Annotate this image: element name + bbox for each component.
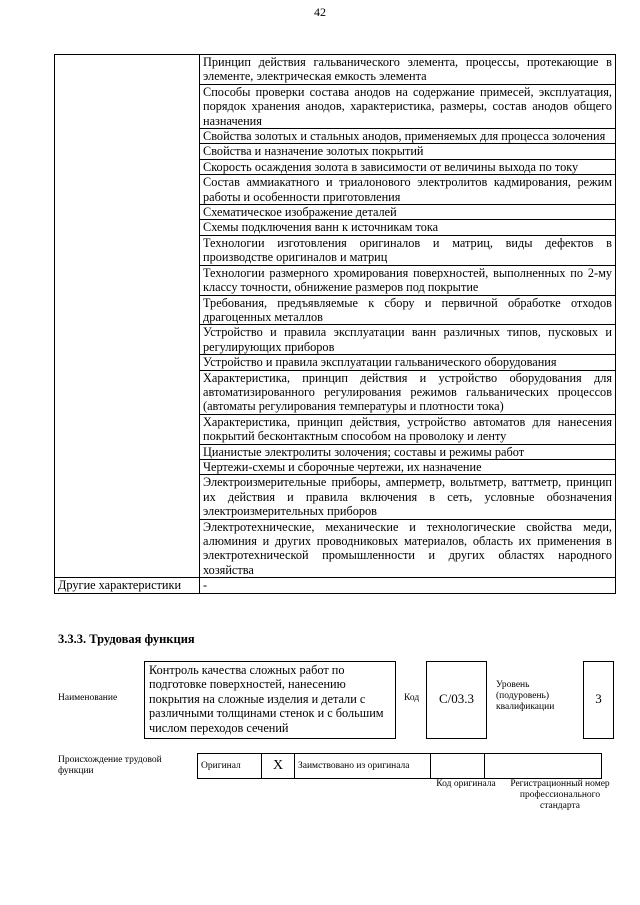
original-label: Оригинал xyxy=(198,754,262,779)
code-original-cell xyxy=(431,754,485,779)
code-value: С/03.3 xyxy=(426,661,487,739)
function-name-value: Контроль качества сложных работ по подготовке поверхностей, нанесению покрытия на сложные изделия и детали с различными толщинами стенок и с большим числом переходов сечений xyxy=(144,661,396,739)
table-row xyxy=(55,55,616,85)
section-title: 3.3.3. Трудовая функция xyxy=(58,632,195,646)
table-cell: Чертежи-схемы и сборочные чертежи, их назначение xyxy=(200,459,616,474)
table-cell: Устройство и правила эксплуатации гальванического оборудования xyxy=(200,355,616,370)
table-cell: Схемы подключения ванн к источникам тока xyxy=(200,220,616,235)
name-label: Наименование xyxy=(58,693,118,703)
table-cell: Способы проверки состава анодов на содержание примесей, эксплуатация, порядок хранения анодов, характеристика, размеры, состав анодов общего назначения xyxy=(200,84,616,128)
table-cell: Характеристика, принцип действия, устройство автоматов для нанесения покрытий бесконтактным способом на проволоку и ленту xyxy=(200,414,616,444)
table-cell: Характеристика, принцип действия и устройство оборудования для автоматизированного регулирования режимов гальванических процессов (автоматы регулирования температуры и плотности тока) xyxy=(200,370,616,414)
table-cell: Скорость осаждения золота в зависимости от величины выхода по току xyxy=(200,159,616,174)
other-value: - xyxy=(200,578,616,593)
table-cell: Технологии размерного хромирования поверхностей, выполненных по 2-му классу точности, обнижение размеров под покрытие xyxy=(200,265,616,295)
code-original-caption: Код оригинала xyxy=(436,779,496,789)
origin-table xyxy=(197,753,602,779)
table-cell: Электротехнические, механические и технологические свойства меди, алюминия и других проводниковых материалов, область их применения в электротехнической промышленности и других областях народного хозяйства xyxy=(200,519,616,578)
table-cell: Цианистые электролиты золочения; составы и режимы работ xyxy=(200,444,616,459)
other-characteristics-row xyxy=(55,578,616,593)
other-label: Другие характеристики xyxy=(55,578,200,593)
table-cell: Состав аммиакатного и триалонового электролитов кадмирования, режим работы и особенности приготовления xyxy=(200,175,616,205)
table-cell: Схематическое изображение деталей xyxy=(200,205,616,220)
borrowed-label: Заимствовано из оригинала xyxy=(295,754,431,779)
table-cell: Свойства и назначение золотых покрытий xyxy=(200,144,616,159)
row-label-cell xyxy=(55,55,200,578)
table-cell: Свойства золотых и стальных анодов, применяемых для процесса золочения xyxy=(200,129,616,144)
level-label: Уровень (подуровень) квалификации xyxy=(496,680,555,712)
table-cell: Устройство и правила эксплуатации ванн различных типов, пусковых и регулирующих приборов xyxy=(200,325,616,355)
original-mark: X xyxy=(262,754,295,779)
origin-label: Происхождение трудовой функции xyxy=(58,755,162,776)
level-value: 3 xyxy=(583,661,614,739)
code-label: Код xyxy=(404,693,420,703)
requirements-table xyxy=(54,54,616,594)
reg-number-cell xyxy=(485,754,602,779)
table-cell: Электроизмерительные приборы, амперметр, вольтметр, ваттметр, принцип их действия и правила включения в сеть, условные обозначения электроизмерительных приборов xyxy=(200,475,616,519)
page-number: 42 xyxy=(314,5,326,19)
table-cell: Технологии изготовления оригиналов и матриц, виды дефектов в производстве оригиналов и матриц xyxy=(200,235,616,265)
table-cell: Требования, предъявляемые к сбору и первичной обработке отходов драгоценных металлов xyxy=(200,295,616,325)
reg-number-caption: Регистрационный номер профессионального стандарта xyxy=(510,779,610,811)
table-cell: Принцип действия гальванического элемента, процессы, протекающие в элементе, электрическая емкость элемента xyxy=(200,55,616,85)
